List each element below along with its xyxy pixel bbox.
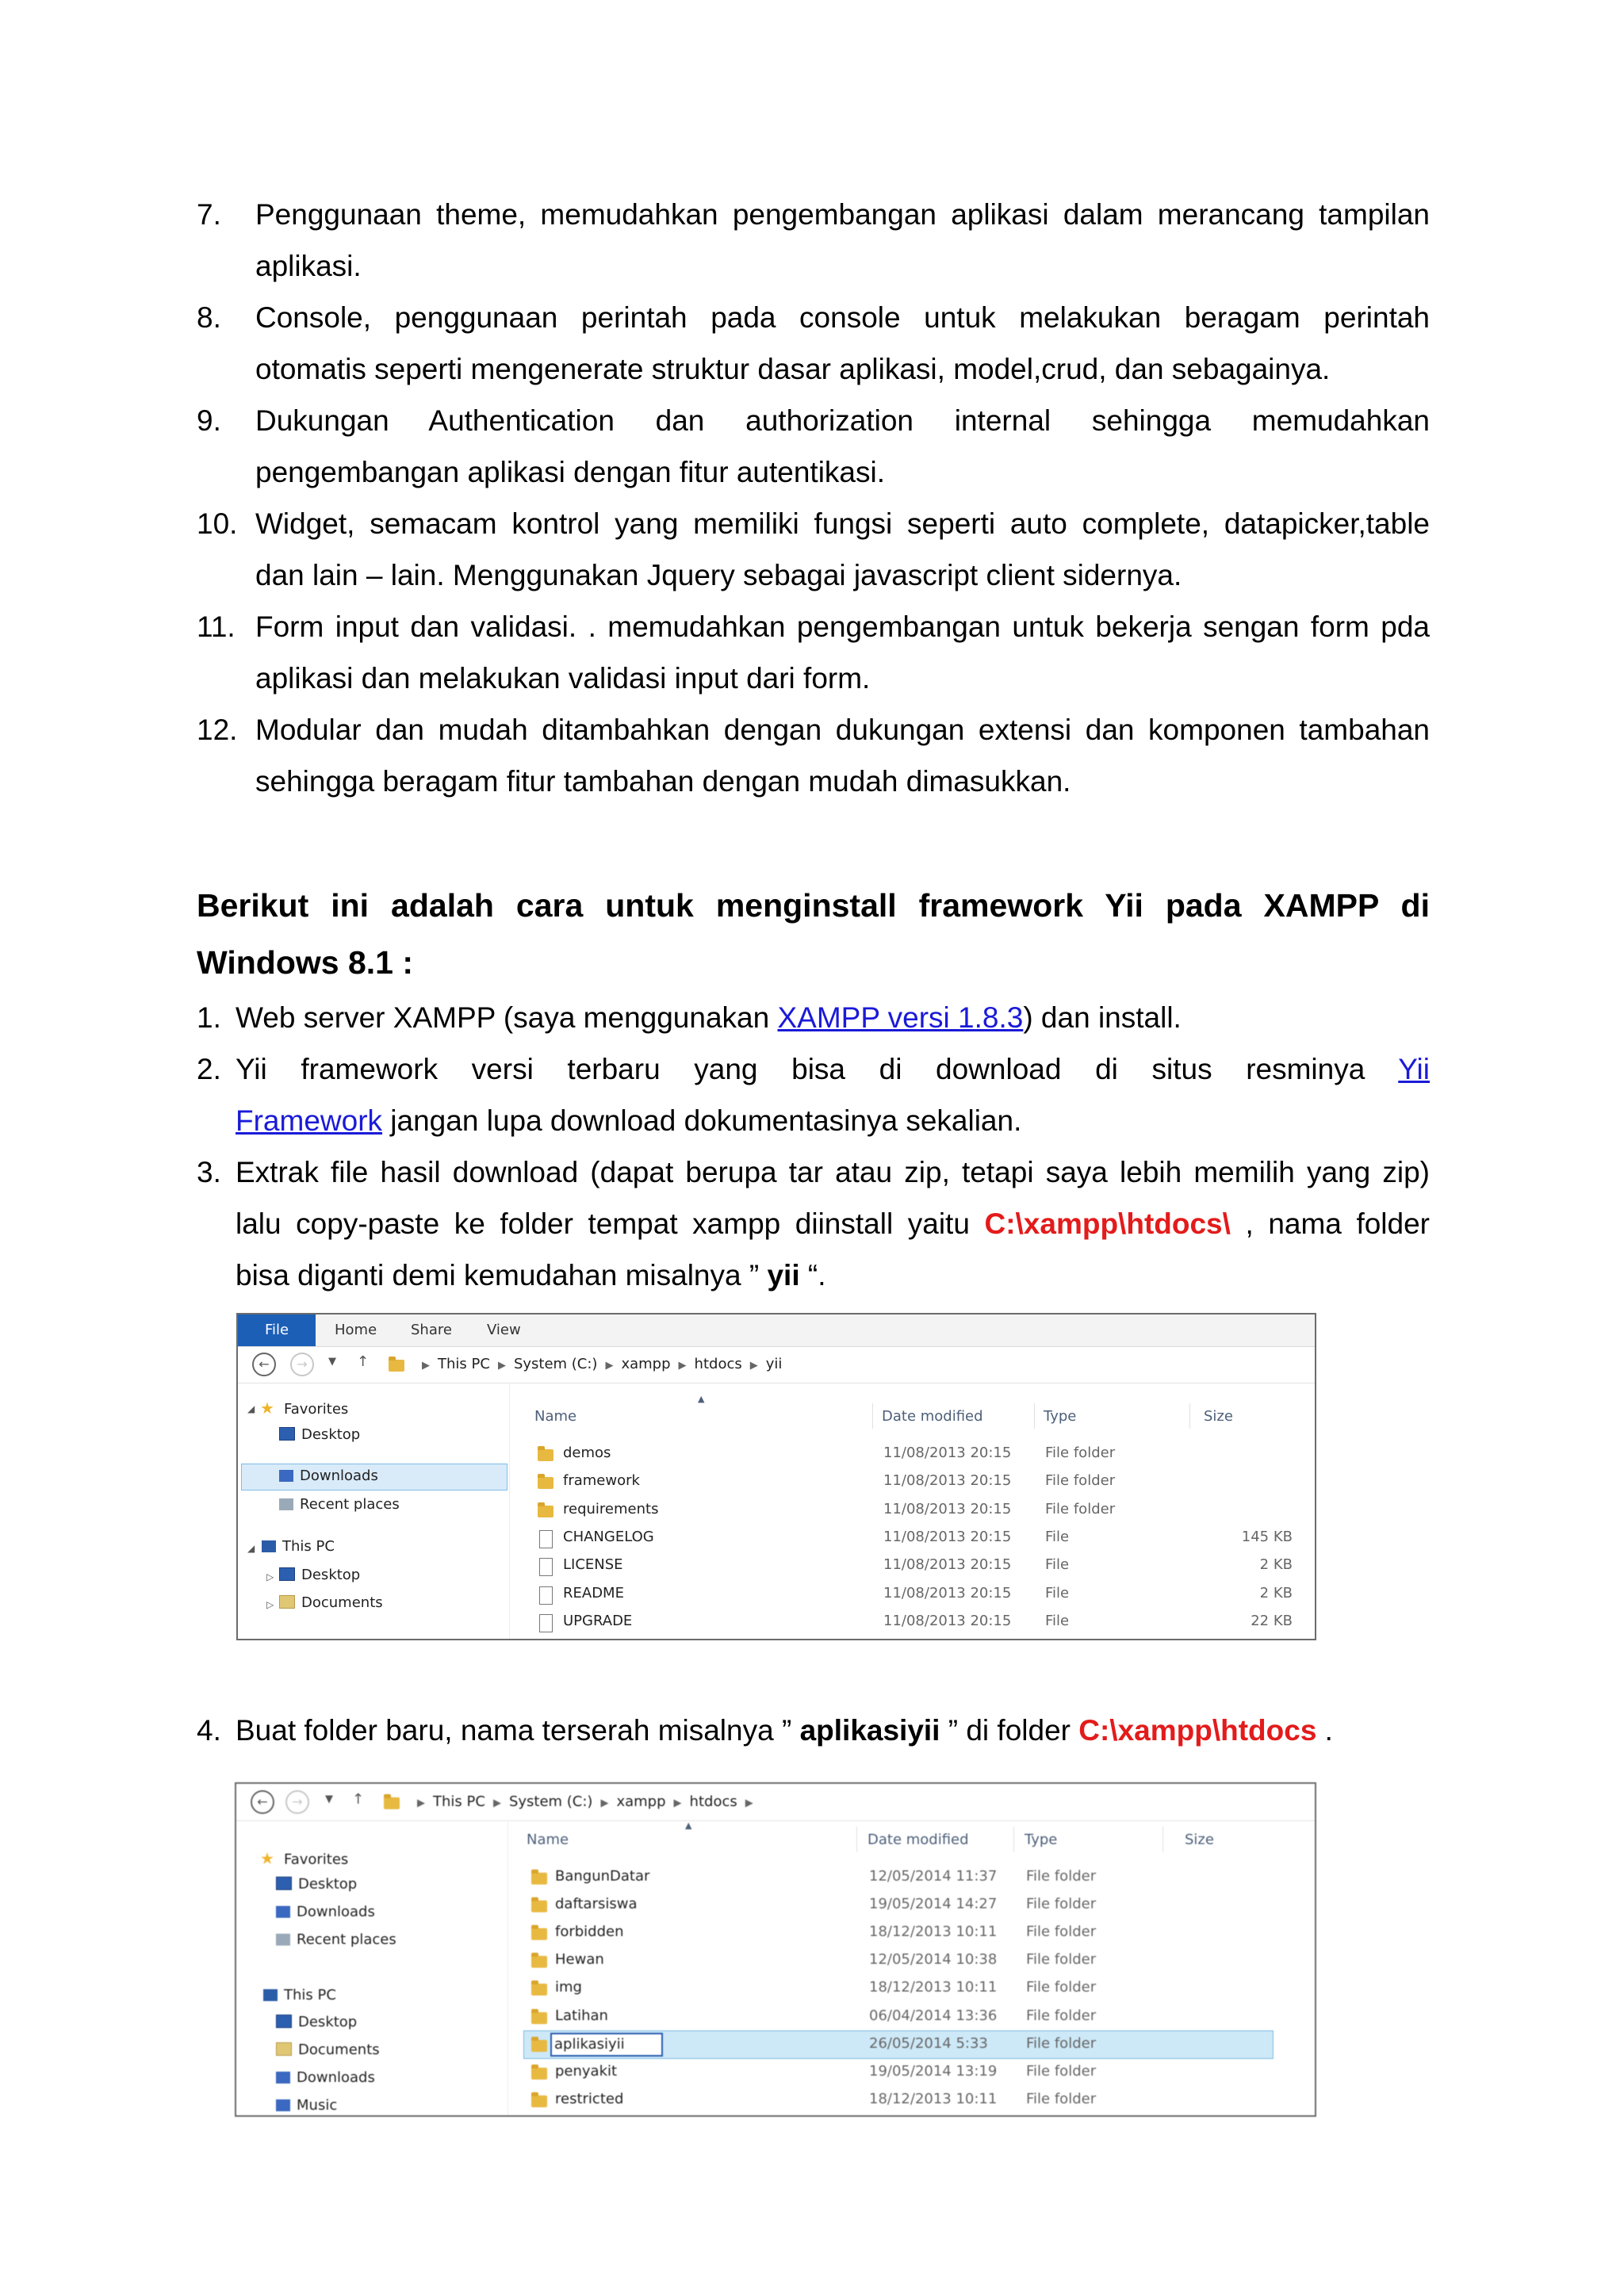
- file-type: File folder: [1026, 1979, 1097, 1996]
- star-icon: ★: [260, 1849, 274, 1868]
- documents-icon: [276, 2042, 292, 2056]
- documents-icon: [279, 1595, 295, 1609]
- file-date: 12/05/2014 11:37: [869, 1868, 998, 1885]
- file-date: 18/12/2013 10:11: [869, 1979, 998, 1996]
- file-size: 2 KB: [1259, 1584, 1293, 1601]
- back-arrow-icon[interactable]: ←: [252, 1353, 276, 1376]
- chevron-right-icon: ▶: [605, 1360, 614, 1372]
- file-type: File folder: [1045, 1500, 1116, 1517]
- ribbon: [238, 1314, 1315, 1347]
- step-text: Buat folder baru, nama terserah misalnya ”: [236, 1714, 800, 1747]
- nav-pc-music[interactable]: Music: [276, 2097, 337, 2114]
- file-date: 06/04/2014 13:36: [869, 2007, 998, 2024]
- step-text: .: [1316, 1714, 1333, 1747]
- heading-line-2: Windows 8.1 :: [197, 944, 413, 981]
- recent-places-icon: [276, 1934, 290, 1946]
- file-name[interactable]: Latihan: [555, 2007, 608, 2024]
- nav-downloads[interactable]: Downloads: [276, 1904, 375, 1920]
- sort-ascending-icon: ▲: [698, 1394, 705, 1404]
- ribbon-tab-file[interactable]: File: [238, 1314, 316, 1346]
- folder-icon: [384, 1797, 400, 1809]
- path-text: C:\xampp\htdocs: [1078, 1714, 1317, 1747]
- desktop-icon: [279, 1427, 295, 1441]
- breadcrumb-item[interactable]: System (C:): [508, 1793, 593, 1810]
- item-number: 11.: [197, 610, 236, 643]
- file-type: File folder: [1045, 1445, 1116, 1461]
- file-icon: [539, 1558, 553, 1576]
- folder-icon: [531, 1873, 547, 1885]
- downloads-icon: [276, 2072, 290, 2084]
- yii-framework-link-cont[interactable]: Framework: [236, 1104, 383, 1137]
- nav-desktop[interactable]: Desktop: [276, 1876, 357, 1892]
- column-divider: [872, 1403, 873, 1429]
- ribbon-tab-share[interactable]: Share: [411, 1322, 452, 1338]
- ribbon-tab-view[interactable]: View: [487, 1322, 521, 1338]
- breadcrumb-item[interactable]: htdocs: [694, 1356, 742, 1372]
- heading-line-1: Berikut ini adalah cara untuk menginstall framework Yii pada XAMPP di: [197, 887, 1430, 924]
- step-text: Web server XAMPP (saya menggunakan: [236, 1001, 778, 1034]
- step-text: ” di folder: [940, 1714, 1079, 1747]
- explorer-window-htdocs: [235, 1782, 1316, 2117]
- item-number: 8.: [197, 301, 221, 334]
- file-type: File folder: [1026, 1923, 1097, 1941]
- downloads-icon: [276, 1906, 290, 1918]
- item-number: 7.: [197, 198, 221, 231]
- file-icon: [539, 1614, 553, 1632]
- item-line: Dukungan Authentication dan authorization internal sehingga memudahkan: [255, 404, 1430, 437]
- file-type: File: [1045, 1584, 1070, 1601]
- file-size: 145 KB: [1241, 1528, 1293, 1545]
- column-header-type[interactable]: Type: [1025, 1831, 1058, 1848]
- computer-icon: [263, 1989, 278, 2001]
- column-divider: [1034, 1403, 1035, 1429]
- desktop-icon: [279, 1567, 295, 1581]
- file-name[interactable]: CHANGELOG: [563, 1528, 654, 1545]
- file-type: File: [1045, 1556, 1070, 1574]
- item-line: sehingga beragam fitur tambahan dengan mudah dimasukkan.: [255, 765, 1071, 798]
- file-date: 11/08/2013 20:15: [883, 1528, 1012, 1545]
- file-type: File folder: [1026, 1951, 1097, 1969]
- breadcrumb-item[interactable]: htdocs: [689, 1793, 737, 1810]
- column-divider: [1189, 1403, 1190, 1429]
- sort-ascending-icon: ▲: [685, 1820, 692, 1831]
- step-number: 2.: [197, 1053, 221, 1085]
- folder-name: aplikasiyii: [799, 1714, 940, 1747]
- chevron-right-icon: ▶: [492, 1797, 501, 1809]
- item-line: Widget, semacam kontrol yang memiliki fungsi seperti auto complete, datapicker,table: [255, 507, 1430, 540]
- step-text: “.: [799, 1259, 826, 1292]
- file-type: File: [1045, 1612, 1070, 1629]
- rename-input[interactable]: aplikasiyii: [550, 2033, 663, 2057]
- step-number: 4.: [197, 1714, 221, 1747]
- chevron-right-icon: ▶: [745, 1797, 753, 1809]
- chevron-right-icon: ▶: [673, 1797, 682, 1809]
- file-date: 19/05/2014 13:19: [869, 2062, 998, 2080]
- step-number: 1.: [197, 1001, 221, 1034]
- folder-icon: [538, 1506, 553, 1517]
- chevron-right-icon: ▶: [422, 1360, 430, 1372]
- chevron-right-icon: ▶: [678, 1360, 687, 1372]
- file-type: File folder: [1026, 2034, 1097, 2052]
- step-text: Extrak file hasil download (dapat berupa tar atau zip, tetapi saya lebih memilih yang zip): [236, 1156, 1430, 1188]
- ribbon-tab-home[interactable]: Home: [335, 1322, 377, 1338]
- breadcrumb-item[interactable]: xampp: [616, 1793, 666, 1810]
- folder-icon: [538, 1449, 553, 1461]
- column-header-name[interactable]: Name: [527, 1831, 569, 1848]
- file-name[interactable]: BangunDatar: [555, 1868, 650, 1885]
- file-date: 11/08/2013 20:15: [883, 1612, 1012, 1629]
- navigation-pane: [238, 1384, 510, 1639]
- nav-favorites[interactable]: ★ Favorites: [260, 1849, 349, 1868]
- nav-desktop[interactable]: Desktop: [279, 1426, 360, 1443]
- expand-triangle-icon[interactable]: ◢: [247, 1543, 255, 1554]
- nav-downloads[interactable]: Downloads: [279, 1468, 378, 1484]
- file-date: 18/12/2013 10:11: [869, 2090, 998, 2107]
- nav-pc-desktop[interactable]: Desktop: [276, 2014, 357, 2030]
- nav-recent-places[interactable]: Recent places: [279, 1496, 400, 1513]
- music-icon: [276, 2099, 290, 2111]
- column-header-date[interactable]: Date modified: [868, 1831, 969, 1848]
- step-text: ) dan install.: [1023, 1001, 1182, 1034]
- folder-icon: [531, 2012, 547, 2024]
- nav-pc-documents[interactable]: Documents: [276, 2042, 380, 2058]
- file-name[interactable]: Hewan: [555, 1951, 604, 1969]
- desktop-icon: [276, 2015, 292, 2028]
- back-arrow-icon[interactable]: ←: [251, 1790, 274, 1814]
- file-date: 11/08/2013 20:15: [883, 1556, 1012, 1574]
- column-header-size[interactable]: Size: [1204, 1408, 1233, 1425]
- chevron-right-icon: ▶: [417, 1797, 425, 1809]
- nav-favorites[interactable]: ★ Favorites: [260, 1399, 349, 1418]
- file-name[interactable]: LICENSE: [563, 1556, 623, 1574]
- step-text: jangan lupa download dokumentasinya sekalian.: [382, 1104, 1022, 1137]
- chevron-right-icon: ▶: [600, 1797, 609, 1809]
- file-date: 11/08/2013 20:15: [883, 1445, 1012, 1461]
- nav-pc-downloads[interactable]: Downloads: [276, 2069, 375, 2086]
- collapse-triangle-icon[interactable]: ▷: [266, 1571, 274, 1582]
- navigation-pane: [236, 1822, 508, 2115]
- step-number: 3.: [197, 1156, 221, 1188]
- folder-icon: [531, 1984, 547, 1996]
- file-type: File folder: [1026, 1868, 1097, 1885]
- column-divider: [1162, 1827, 1163, 1852]
- section-heading: [197, 877, 1430, 991]
- file-name[interactable]: daftarsiswa: [555, 1896, 638, 1913]
- file-icon: [539, 1530, 553, 1548]
- item-line: dan lain – lain. Menggunakan Jquery sebagai javascript client sidernya.: [255, 559, 1182, 591]
- step-text: , nama folder: [1230, 1207, 1430, 1240]
- nav-this-pc[interactable]: This PC: [262, 1538, 335, 1555]
- step-text: Yii framework versi terbaru yang bisa di download di situs resminya: [236, 1053, 1399, 1085]
- file-name[interactable]: README: [563, 1584, 624, 1601]
- column-header-size[interactable]: Size: [1185, 1831, 1214, 1848]
- column-header-name[interactable]: Name: [534, 1408, 577, 1425]
- expand-triangle-icon[interactable]: ◢: [247, 1403, 255, 1414]
- nav-this-pc[interactable]: This PC: [263, 1987, 336, 2003]
- file-date: 11/08/2013 20:15: [883, 1472, 1012, 1490]
- file-name[interactable]: framework: [563, 1472, 640, 1490]
- item-line: Form input dan validasi. . memudahkan pengembangan untuk bekerja sengan form pda: [255, 610, 1430, 643]
- file-date: 26/05/2014 5:33: [869, 2034, 988, 2052]
- breadcrumb[interactable]: [409, 1784, 761, 1822]
- folder-icon: [531, 1928, 547, 1940]
- yii-framework-link[interactable]: Yii: [1398, 1053, 1430, 1085]
- step-text: bisa diganti demi kemudahan misalnya ”: [236, 1259, 768, 1292]
- file-type: File folder: [1026, 2007, 1097, 2024]
- folder-icon: [389, 1360, 404, 1372]
- file-name[interactable]: requirements: [563, 1500, 659, 1517]
- item-number: 12.: [197, 714, 238, 746]
- recent-places-icon: [279, 1498, 293, 1510]
- downloads-icon: [279, 1470, 293, 1482]
- file-date: 11/08/2013 20:15: [883, 1500, 1012, 1517]
- item-line: aplikasi.: [255, 250, 362, 282]
- item-line: Modular dan mudah ditambahkan dengan dukungan extensi dan komponen tambahan: [255, 714, 1430, 746]
- xampp-download-link[interactable]: XAMPP versi 1.8.3: [777, 1001, 1024, 1034]
- address-bar: [238, 1346, 1315, 1383]
- computer-icon: [262, 1540, 276, 1552]
- item-number: 10.: [197, 507, 238, 540]
- file-type: File folder: [1026, 1896, 1097, 1913]
- file-size: 22 KB: [1251, 1612, 1293, 1629]
- file-type: File folder: [1045, 1472, 1116, 1490]
- collapse-triangle-icon[interactable]: ▷: [266, 1599, 274, 1610]
- forward-arrow-icon[interactable]: →: [290, 1353, 314, 1376]
- folder-icon: [531, 2095, 547, 2107]
- nav-pc-desktop[interactable]: Desktop: [279, 1567, 360, 1583]
- folder-icon: [531, 1900, 547, 1912]
- item-line: pengembangan aplikasi dengan fitur autentikasi.: [255, 456, 886, 488]
- step-text: lalu copy-paste ke folder tempat xampp diinstall yaitu: [236, 1207, 985, 1240]
- file-name[interactable]: penyakit: [555, 2062, 618, 2080]
- column-header-date[interactable]: Date modified: [882, 1408, 983, 1425]
- column-divider: [1013, 1827, 1014, 1852]
- item-line: Penggunaan theme, memudahkan pengembangan aplikasi dalam merancang tampilan: [255, 198, 1430, 231]
- breadcrumb[interactable]: [414, 1346, 782, 1384]
- file-name[interactable]: demos: [563, 1445, 611, 1461]
- file-size: 2 KB: [1259, 1556, 1293, 1574]
- recent-dropdown-icon[interactable]: ▼: [328, 1356, 336, 1368]
- file-type: File: [1045, 1528, 1070, 1545]
- forward-arrow-icon[interactable]: →: [285, 1790, 309, 1814]
- nav-pc-documents[interactable]: Documents: [279, 1594, 383, 1611]
- folder-name: yii: [767, 1259, 800, 1292]
- up-arrow-icon[interactable]: ↑: [357, 1353, 370, 1370]
- chevron-right-icon: ▶: [497, 1360, 506, 1372]
- breadcrumb-item[interactable]: xampp: [621, 1356, 671, 1372]
- file-name[interactable]: img: [555, 1979, 582, 1996]
- item-line: otomatis seperti mengenerate struktur dasar aplikasi, model,crud, dan sebagainya.: [255, 353, 1331, 385]
- column-divider: [856, 1827, 857, 1852]
- item-line: aplikasi dan melakukan validasi input dari form.: [255, 662, 871, 695]
- item-number: 9.: [197, 404, 221, 437]
- folder-icon: [531, 1956, 547, 1968]
- folder-icon: [531, 2068, 547, 2080]
- breadcrumb-item[interactable]: This PC: [438, 1356, 490, 1372]
- file-name[interactable]: restricted: [555, 2090, 624, 2107]
- folder-icon: [531, 2040, 547, 2052]
- path-text: C:\xampp\htdocs\: [984, 1207, 1231, 1240]
- breadcrumb-item[interactable]: This PC: [433, 1793, 485, 1810]
- chevron-right-icon: ▶: [749, 1360, 758, 1372]
- file-date: 18/12/2013 10:11: [869, 1923, 998, 1941]
- file-date: 12/05/2014 10:38: [869, 1951, 998, 1969]
- item-line: Console, penggunaan perintah pada console untuk melakukan beragam perintah: [255, 301, 1430, 334]
- star-icon: ★: [260, 1399, 274, 1418]
- file-name[interactable]: UPGRADE: [563, 1612, 633, 1629]
- explorer-window-yii: [236, 1313, 1316, 1640]
- desktop-icon: [276, 1877, 292, 1890]
- column-header-type[interactable]: Type: [1044, 1408, 1077, 1425]
- file-date: 11/08/2013 20:15: [883, 1584, 1012, 1601]
- recent-dropdown-icon[interactable]: ▼: [325, 1793, 333, 1805]
- folder-icon: [538, 1477, 553, 1489]
- breadcrumb-item[interactable]: yii: [765, 1356, 783, 1372]
- file-icon: [539, 1586, 553, 1605]
- file-date: 19/05/2014 14:27: [869, 1896, 998, 1913]
- file-type: File folder: [1026, 2090, 1097, 2107]
- address-bar: [236, 1784, 1315, 1821]
- file-name[interactable]: forbidden: [555, 1923, 624, 1941]
- nav-recent-places[interactable]: Recent places: [276, 1931, 396, 1948]
- breadcrumb-item[interactable]: System (C:): [513, 1356, 598, 1372]
- file-type: File folder: [1026, 2062, 1097, 2080]
- up-arrow-icon[interactable]: ↑: [352, 1791, 365, 1808]
